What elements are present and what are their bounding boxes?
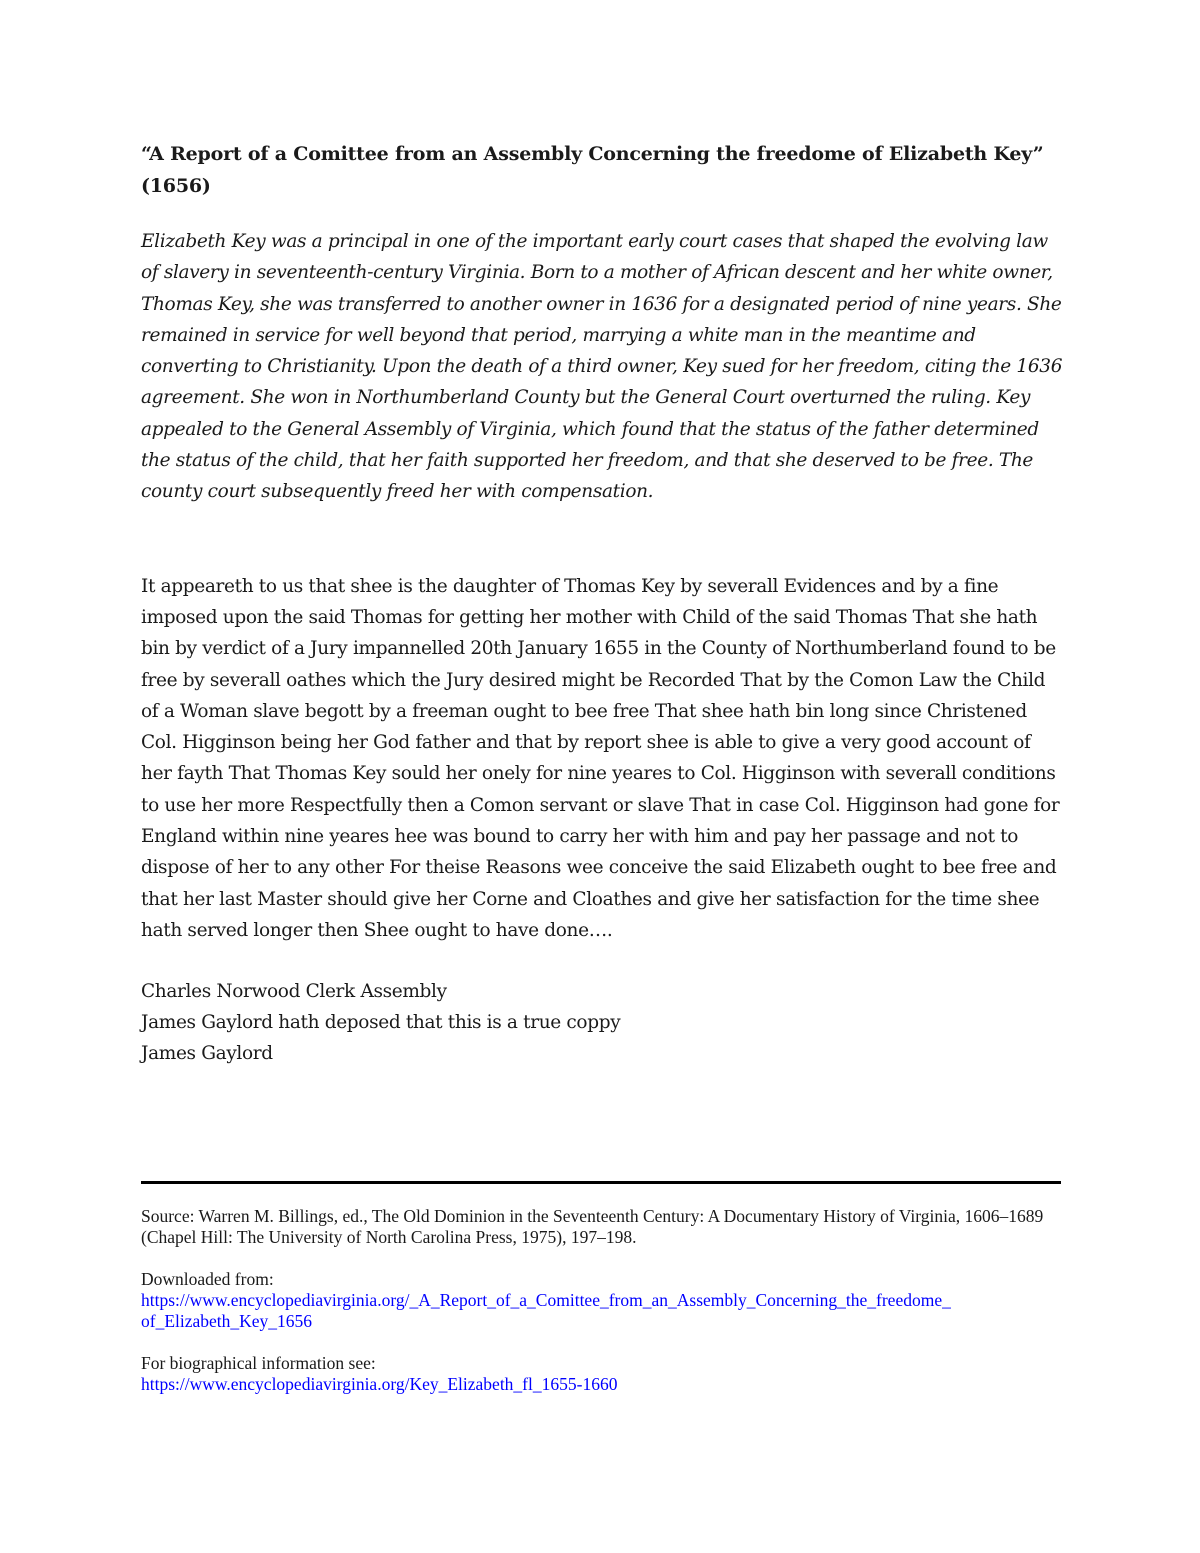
source-citation: Source: Warren M. Billings, ed., The Old Dominion in the Seventeenth Century: A Documentary History of Virginia, 1606–1689 (Chapel Hill: The University of North Carolina Press, 1975), 197–198.	[141, 1206, 1044, 1247]
signature-line: Charles Norwood Clerk Assembly	[141, 981, 447, 1003]
downloaded-label: Downloaded from:	[141, 1269, 274, 1289]
report-text: It appeareth to us that shee is the daughter of Thomas Key by severall Evidences and by a fine imposed upon the said Thomas for getting her mother with Child of the said Thomas That she hath bin by verdict of a Jury impannelled 20th January 1655 in the County of Northumberland found to be free by severall oathes which the Jury desired might be Recorded That by the Comon Law the Child of a Woman slave begott by a freeman ought to bee free That shee hath bin long since Christened Col. Higginson being her God father and that by report shee is able to give a very good account of her fayth That Thomas Key sould her onely for nine yeares to Col. Higginson with severall conditions to use her more Respectfully then a Comon servant or slave That in case Col. Higginson had gone for England within nine yeares hee was bound to carry her with him and pay her passage and not to dispose of her to any other For theise Reasons wee conceive the said Elizabeth ought to bee free and that her last Master should give her Corne and Cloathes and give her satisfaction for the time shee hath served longer then Shee ought to have done….	[141, 575, 1060, 941]
bio-link[interactable]: https://www.encyclopediavirginia.org/Key_Elizabeth_fl_1655-1660	[141, 1374, 618, 1394]
document-body	[141, 138, 1063, 1069]
intro-paragraph: Elizabeth Key was a principal in one of the important early court cases that shaped the evolving law of slavery in seventeenth-century Virginia. Born to a mother of African descent and her white owner, Thomas Key, she was transferred to another owner in 1636 for a designated period of nine years. She remained in service for well beyond that period, marrying a white man in the meantime and converting to Christianity. Upon the death of a third owner, Key sued for her freedom, citing the 1636 agreement. She won in Northumberland County but the General Court overturned the ruling. Key appealed to the General Assembly of Virginia, which found that the status of the father determined the status of the child, that her faith supported her freedom, and that she deserved to be free. The county court subsequently freed her with compensation.	[141, 231, 1063, 503]
signature-block	[141, 976, 1063, 1069]
footer-notes	[141, 1206, 1063, 1395]
document-title: “A Report of a Comittee from an Assembly Concerning the freedome of Elizabeth Key” (1656)	[141, 143, 1044, 197]
footer-divider	[141, 1181, 1061, 1184]
downloaded-link[interactable]: https://www.encyclopediavirginia.org/_A_Report_of_a_Comittee_from_an_Assembly_Concerning_the_freedome_ of_Elizabeth_Key_1656	[141, 1290, 951, 1331]
bio-label: For biographical information see:	[141, 1353, 376, 1373]
signature-line: James Gaylord	[141, 1043, 273, 1065]
signature-line: James Gaylord hath deposed that this is a true coppy	[141, 1012, 621, 1034]
